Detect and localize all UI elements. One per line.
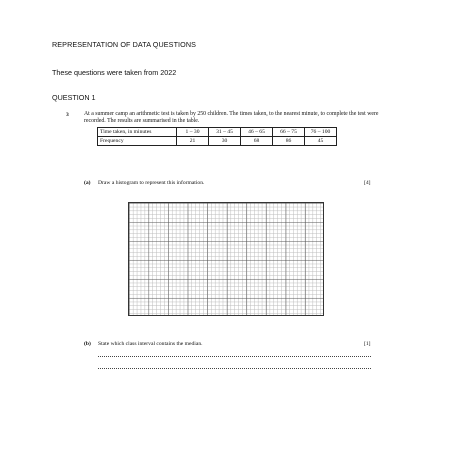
part-a-text: Draw a histogram to represent this information. [98,180,205,186]
interval-cell: 76 – 100 [305,128,337,137]
part-a-marks: [4] [364,180,371,186]
part-b-text: State which class interval contains the median. [98,341,203,347]
document-heading: REPRESENTATION OF DATA QUESTIONS [52,40,197,49]
answer-line[interactable] [98,368,371,369]
frequency-cell: 30 [209,137,241,146]
frequency-table [97,127,337,146]
frequency-cell: 21 [177,137,209,146]
question-intro: At a summer camp an arithmetic test is taken by 250 children. The times taken, to the nearest minute, to complete the test were recorded. The results are summarised in the table. [84,111,379,124]
frequency-cell: 45 [305,137,337,146]
interval-cell: 1 – 30 [177,128,209,137]
part-b-label: (b) [84,341,91,347]
table-row [98,137,337,146]
question-title: QUESTION 1 [52,93,96,102]
table-header-label: Time taken, in minutes [98,128,177,137]
source-note: These questions were taken from 2022 [52,68,177,77]
table-row-label: Frequency [98,137,177,146]
interval-cell: 66 – 75 [273,128,305,137]
part-a-label: (a) [84,180,91,186]
answer-line[interactable] [98,356,371,357]
question-number: 3 [66,112,69,118]
interval-cell: 31 – 45 [209,128,241,137]
part-b-marks: [1] [364,341,371,347]
table-row [98,128,337,137]
frequency-cell: 68 [241,137,273,146]
graph-paper-grid[interactable] [128,202,324,316]
frequency-cell: 86 [273,137,305,146]
interval-cell: 46 – 65 [241,128,273,137]
